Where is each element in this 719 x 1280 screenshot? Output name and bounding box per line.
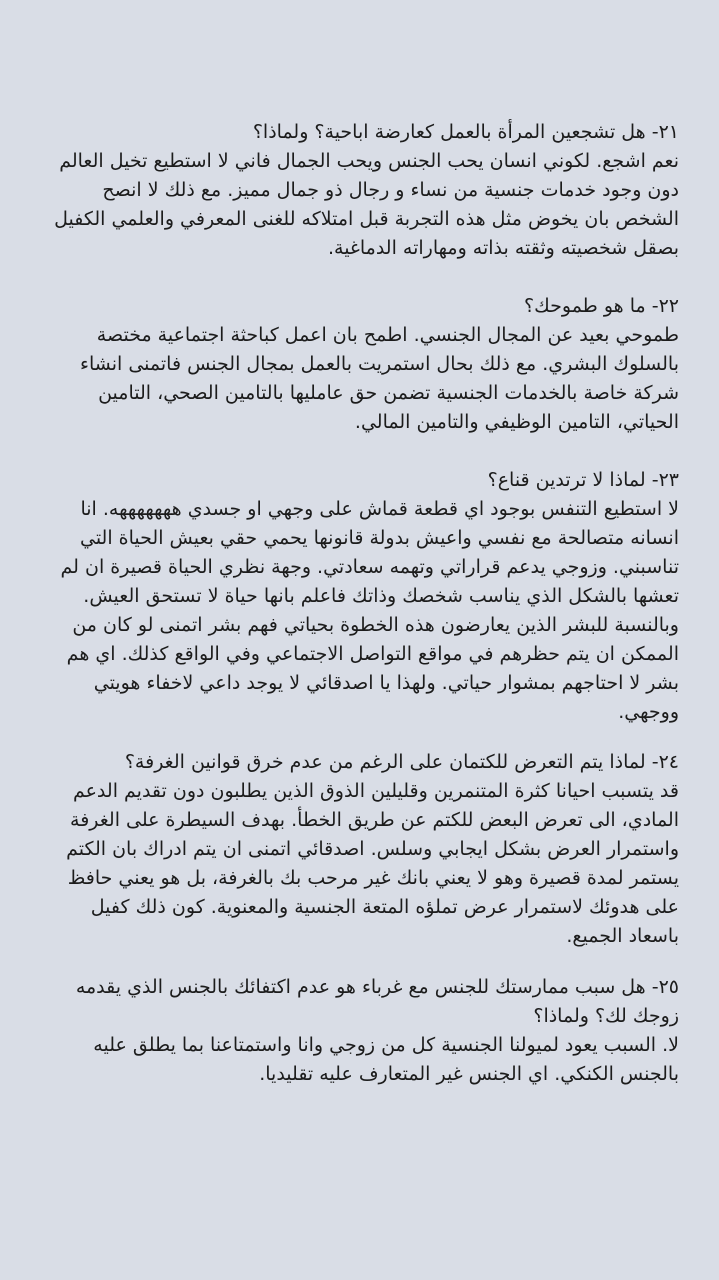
answer-25: لا. السبب يعود لميولنا الجنسية كل من زوجي وانا واستمتاعنا بما يطلق عليه بالجنس الكنكي. اي الجنس غير المتعارف عليه تقليديا.: [93, 1034, 679, 1085]
question-21: ٢١- هل تشجعين المرأة بالعمل كعارضة اباحية؟ ولماذا؟: [252, 121, 679, 143]
answer-21: نعم اشجع. لكوني انسان يحب الجنس ويحب الجمال فاني لا استطيع تخيل العالم دون وجود خدمات جنسية من نساء و رجال ذو جمال مميز. مع ذلك لا انصح الشخص بان يخوض مثل هذه التجربة قبل امتلاكه للغنى المعرفي والعلمي الكفيل بصقل شخصيته وثقته بذاته ومهاراته الدماغية.: [54, 150, 679, 259]
qa-item-24: [40, 748, 679, 951]
qa-item-23: [40, 466, 679, 727]
qa-item-25: [40, 973, 679, 1089]
qa-item-22: [40, 292, 679, 437]
answer-22: طموحي بعيد عن المجال الجنسي. اطمح بان اعمل كباحثة اجتماعية مختصة بالسلوك البشري. مع ذلك بحال استمريت بالعمل بمجال الجنس فاتمنى انشاء شركة خاصة بالخدمات الجنسية تضمن حق عامليها بالتامين الصحي، التامين الحياتي، التامين الوظيفي والتامين المالي.: [80, 324, 679, 433]
question-22: ٢٢- ما هو طموحك؟: [524, 295, 679, 317]
question-23: ٢٣- لماذا لا ترتدين قناع؟: [487, 469, 679, 491]
answer-23: لا استطيع التنفس بوجود اي قطعة قماش على وجهي او جسدي هههههههه. انا انسانه متصالحة مع نفسي واعيش بدولة قانونها يحمي حقي بعيش الحياة التي تناسبني. وزوجي يدعم قراراتي وتهمه سعادتي. وجهة نظري الحياة قصيرة ان لم تعشها بالشكل الذي يناسب شخصك وذاتك فاعلم بانها حياة لا تستحق العيش. وبالنسبة للبشر الذين يعارضون هذه الخطوة بحياتي فهم بشر اتمنى لو كان من الممكن ان يتم حظرهم في مواقع التواصل الاجتماعي وفي الواقع كذلك. اي هم بشر لا احتاجهم بمشوار حياتي. ولهذا يا اصدقائي لا يوجد داعي لاخفاء هويتي ووجهي.: [60, 498, 679, 723]
qa-item-21: [40, 118, 679, 263]
answer-24: قد يتسبب احيانا كثرة المتنمرين وقليلين الذوق الذين يطلبون دون تقديم الدعم المادي، الى تعرض البعض للكتم عن طريق الخطأ. بهدف السيطرة على الغرفة واستمرار العرض بشكل ايجابي وسلس. اصدقائي اتمنى ان يتم ادراك بان الكتم يستمر لمدة قصيرة وهو لا يعني بانك غير مرحب بك بالغرفة، بل هو يعني حافظ على هدوئك لاستمرار عرض تملؤه المتعة الجنسية والمعنوية. كون ذلك كفيل باسعاد الجميع.: [66, 780, 679, 947]
question-24: ٢٤- لماذا يتم التعرض للكتمان على الرغم من عدم خرق قوانين الغرفة؟: [124, 751, 679, 773]
question-25: ٢٥- هل سبب ممارستك للجنس مع غرباء هو عدم اكتفائك بالجنس الذي يقدمه زوجك لك؟ ولماذا؟: [75, 976, 679, 1027]
